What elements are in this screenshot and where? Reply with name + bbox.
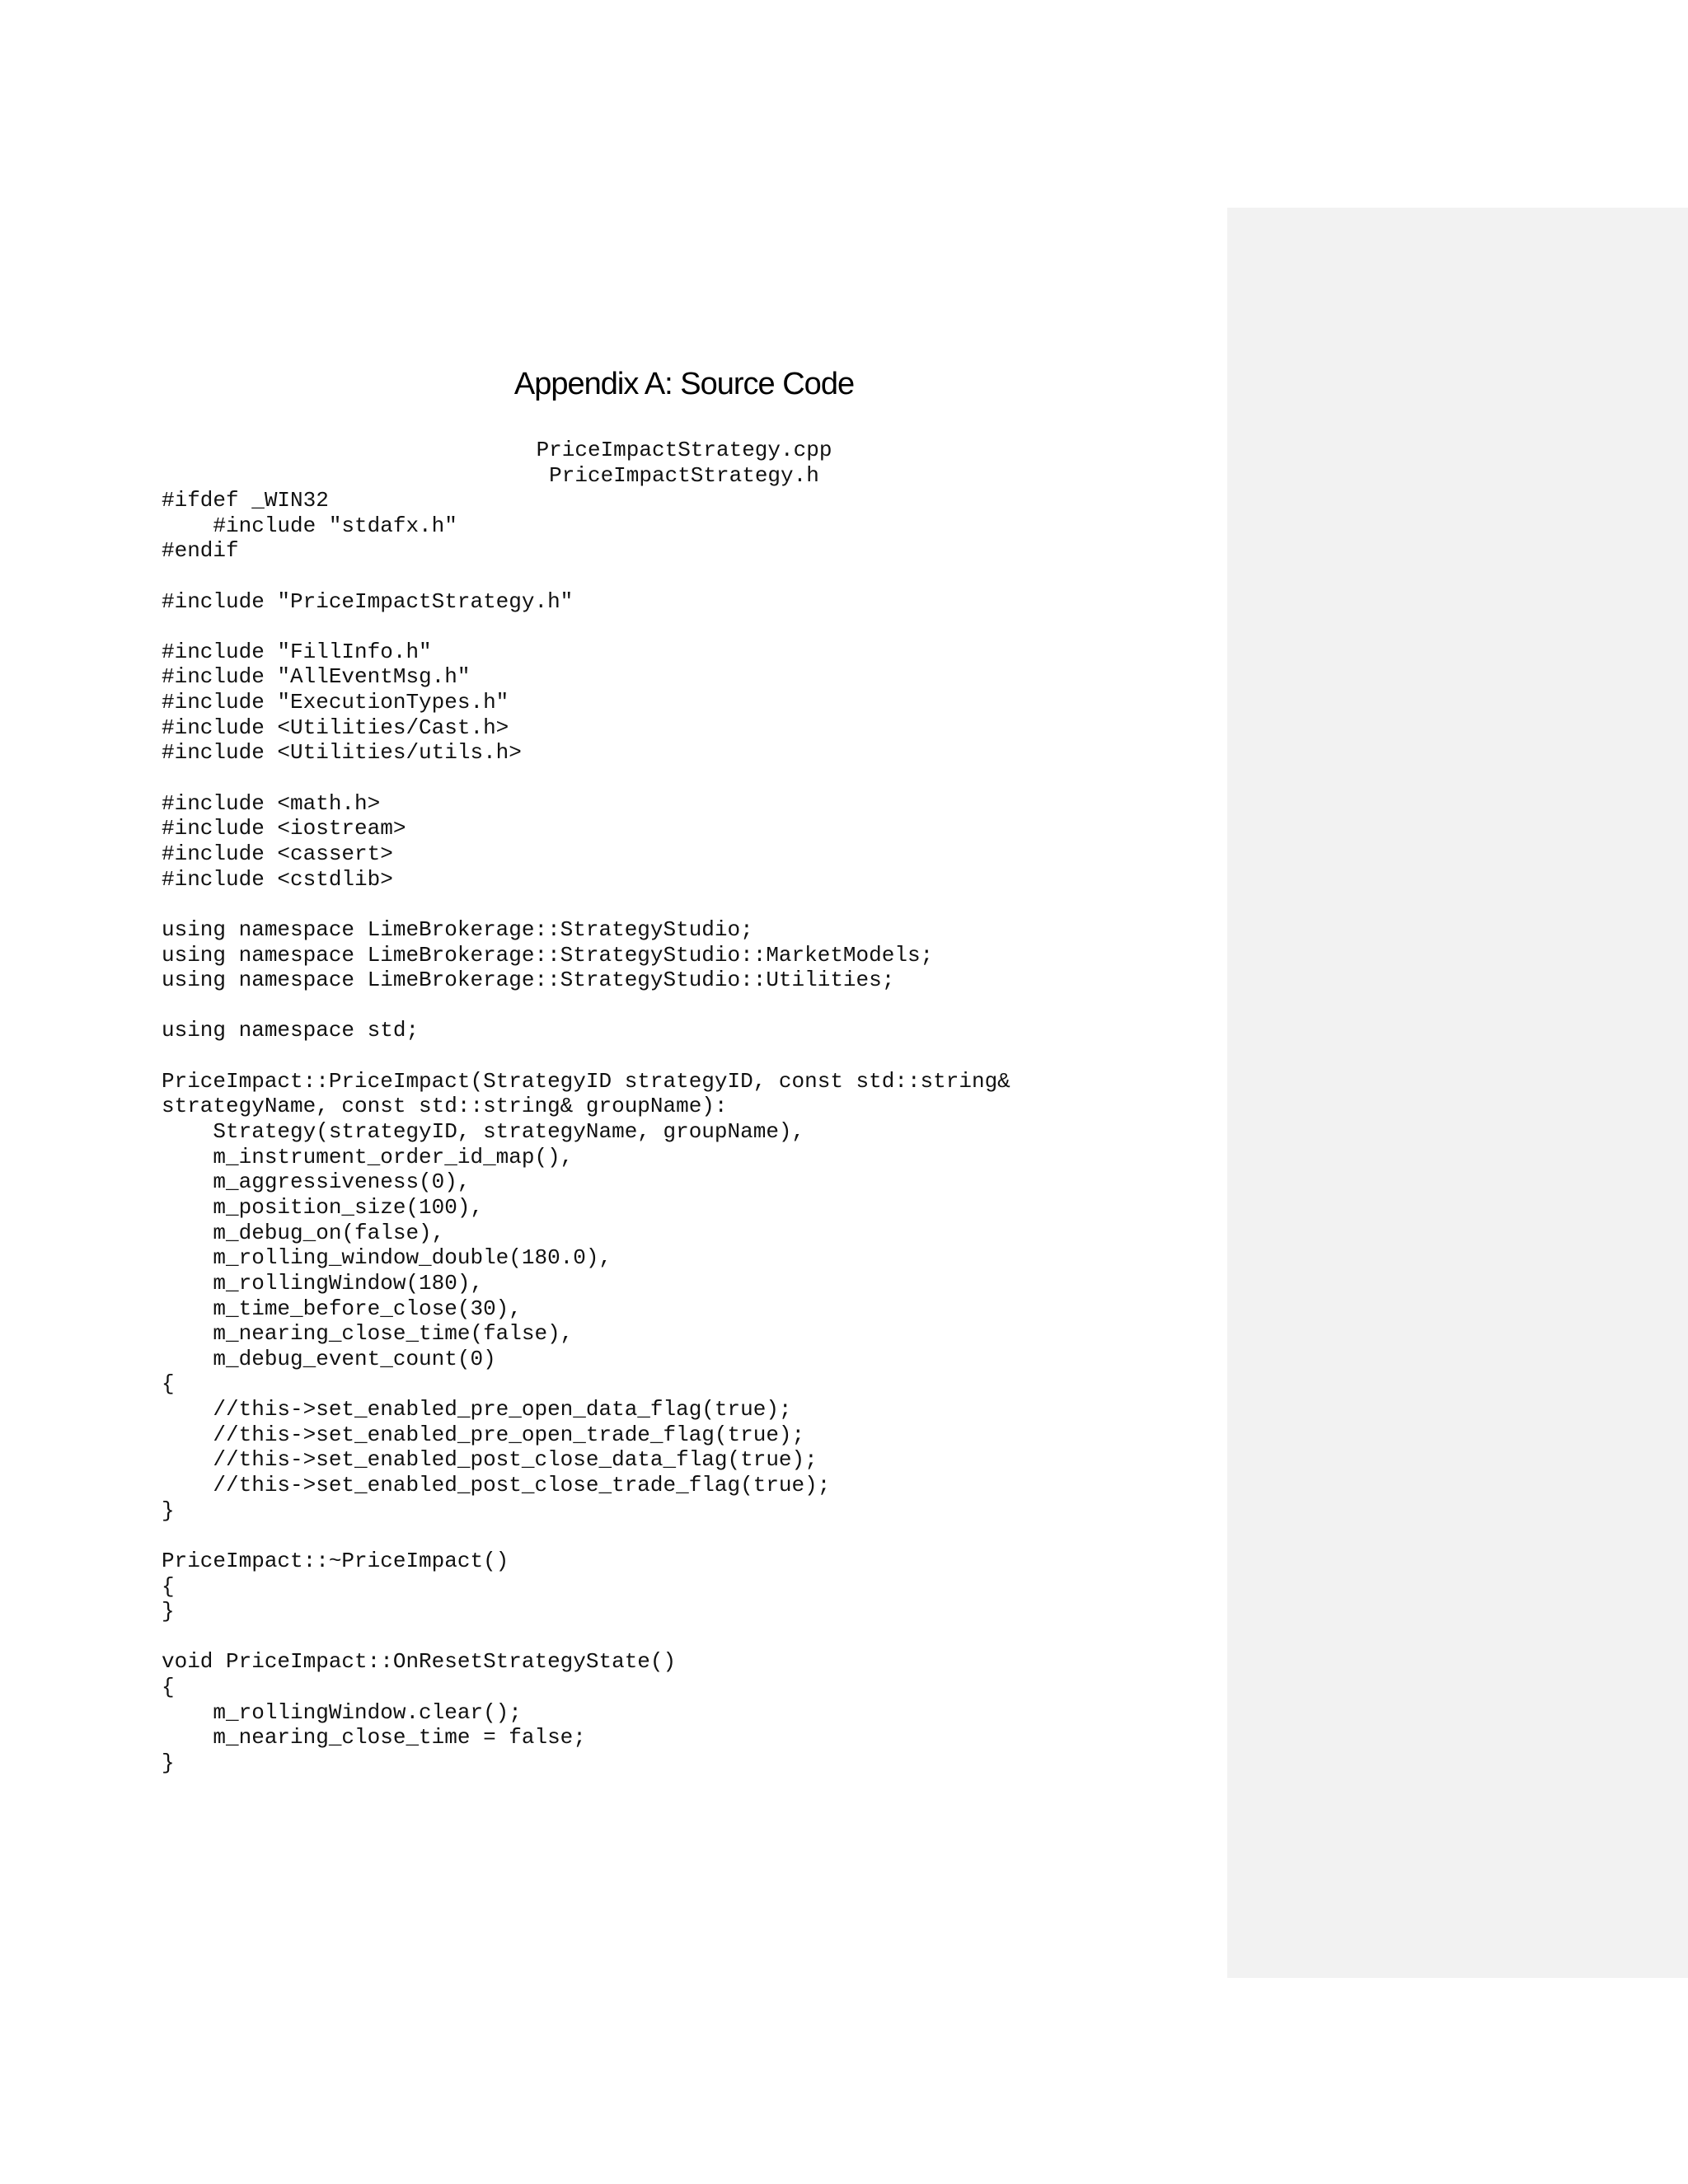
code-line: using namespace LimeBrokerage::StrategyStudio;: [162, 916, 753, 942]
code-line: m_nearing_close_time(false),: [162, 1321, 574, 1347]
code-line: m_rollingWindow(180),: [162, 1270, 484, 1296]
code-line: PriceImpact::~PriceImpact(): [162, 1548, 509, 1573]
code-line: #include "AllEventMsg.h": [162, 664, 471, 690]
code-line: void PriceImpact::OnResetStrategyState(): [162, 1649, 677, 1675]
code-line: #include <math.h>: [162, 790, 381, 816]
code-line: strategyName, const std::string& groupName):: [162, 1094, 728, 1119]
code-line: #include <cassert>: [162, 841, 393, 866]
code-line: #include "stdafx.h": [162, 513, 457, 538]
code-line: #include "ExecutionTypes.h": [162, 690, 509, 715]
code-line: //this->set_enabled_post_close_trade_flag(true);: [162, 1472, 831, 1497]
code-line: #include <Utilities/Cast.h>: [162, 715, 509, 740]
code-line: //this->set_enabled_pre_open_trade_flag(true);: [162, 1422, 805, 1447]
code-line: }: [162, 1497, 175, 1523]
code-line: {: [162, 1675, 175, 1700]
code-line: m_position_size(100),: [162, 1194, 484, 1220]
code-line: #include <cstdlib>: [162, 866, 393, 892]
code-line: [162, 564, 1217, 589]
code-line: m_rolling_window_double(180.0),: [162, 1245, 612, 1271]
code-line: #include <Utilities/utils.h>: [162, 740, 522, 766]
code-line: {: [162, 1371, 175, 1397]
code-line: using namespace LimeBrokerage::StrategyStudio::MarketModels;: [162, 942, 934, 968]
code-line: using namespace LimeBrokerage::StrategyStudio::Utilities;: [162, 968, 895, 993]
code-line: [162, 766, 1217, 791]
code-line: [162, 892, 1217, 917]
code-line: #ifdef _WIN32: [162, 488, 329, 513]
code-line: #include "PriceImpactStrategy.h": [162, 588, 574, 614]
code-line: }: [162, 1750, 175, 1776]
code-line: Strategy(strategyID, strategyName, groupName),: [162, 1119, 805, 1145]
code-line: {: [162, 1573, 175, 1599]
comment-margin-pane: [1227, 208, 1688, 1978]
code-line: m_debug_event_count(0): [162, 1346, 496, 1371]
code-line: m_rollingWindow.clear();: [162, 1699, 522, 1725]
code-line: [162, 614, 1217, 640]
appendix-title: Appendix A: Source Code: [513, 367, 855, 401]
code-line: [162, 993, 1217, 1019]
code-line: m_nearing_close_time = false;: [162, 1725, 586, 1750]
source-file-names: [162, 438, 1207, 488]
header-file-name: PriceImpactStrategy.h: [549, 462, 819, 488]
code-line: [162, 1523, 1217, 1549]
code-line: }: [162, 1599, 175, 1624]
code-line: [162, 1624, 1217, 1650]
code-line: m_debug_on(false),: [162, 1220, 445, 1245]
cpp-file-name: PriceImpactStrategy.cpp: [536, 438, 832, 462]
code-line: m_time_before_close(30),: [162, 1296, 522, 1321]
code-line: #include <iostream>: [162, 816, 406, 841]
code-line: #include "FillInfo.h": [162, 639, 432, 664]
code-line: //this->set_enabled_post_close_data_flag(true);: [162, 1447, 818, 1473]
code-line: m_aggressiveness(0),: [162, 1169, 471, 1195]
code-line: using namespace std;: [162, 1018, 420, 1043]
code-line: [162, 1043, 1217, 1069]
code-line: m_instrument_order_id_map(),: [162, 1144, 574, 1169]
code-line: //this->set_enabled_pre_open_data_flag(true);: [162, 1397, 792, 1422]
source-code-block: [162, 488, 1217, 1776]
code-line: #endif: [162, 538, 239, 564]
code-line: PriceImpact::PriceImpact(StrategyID strategyID, const std::string&: [162, 1068, 1010, 1094]
